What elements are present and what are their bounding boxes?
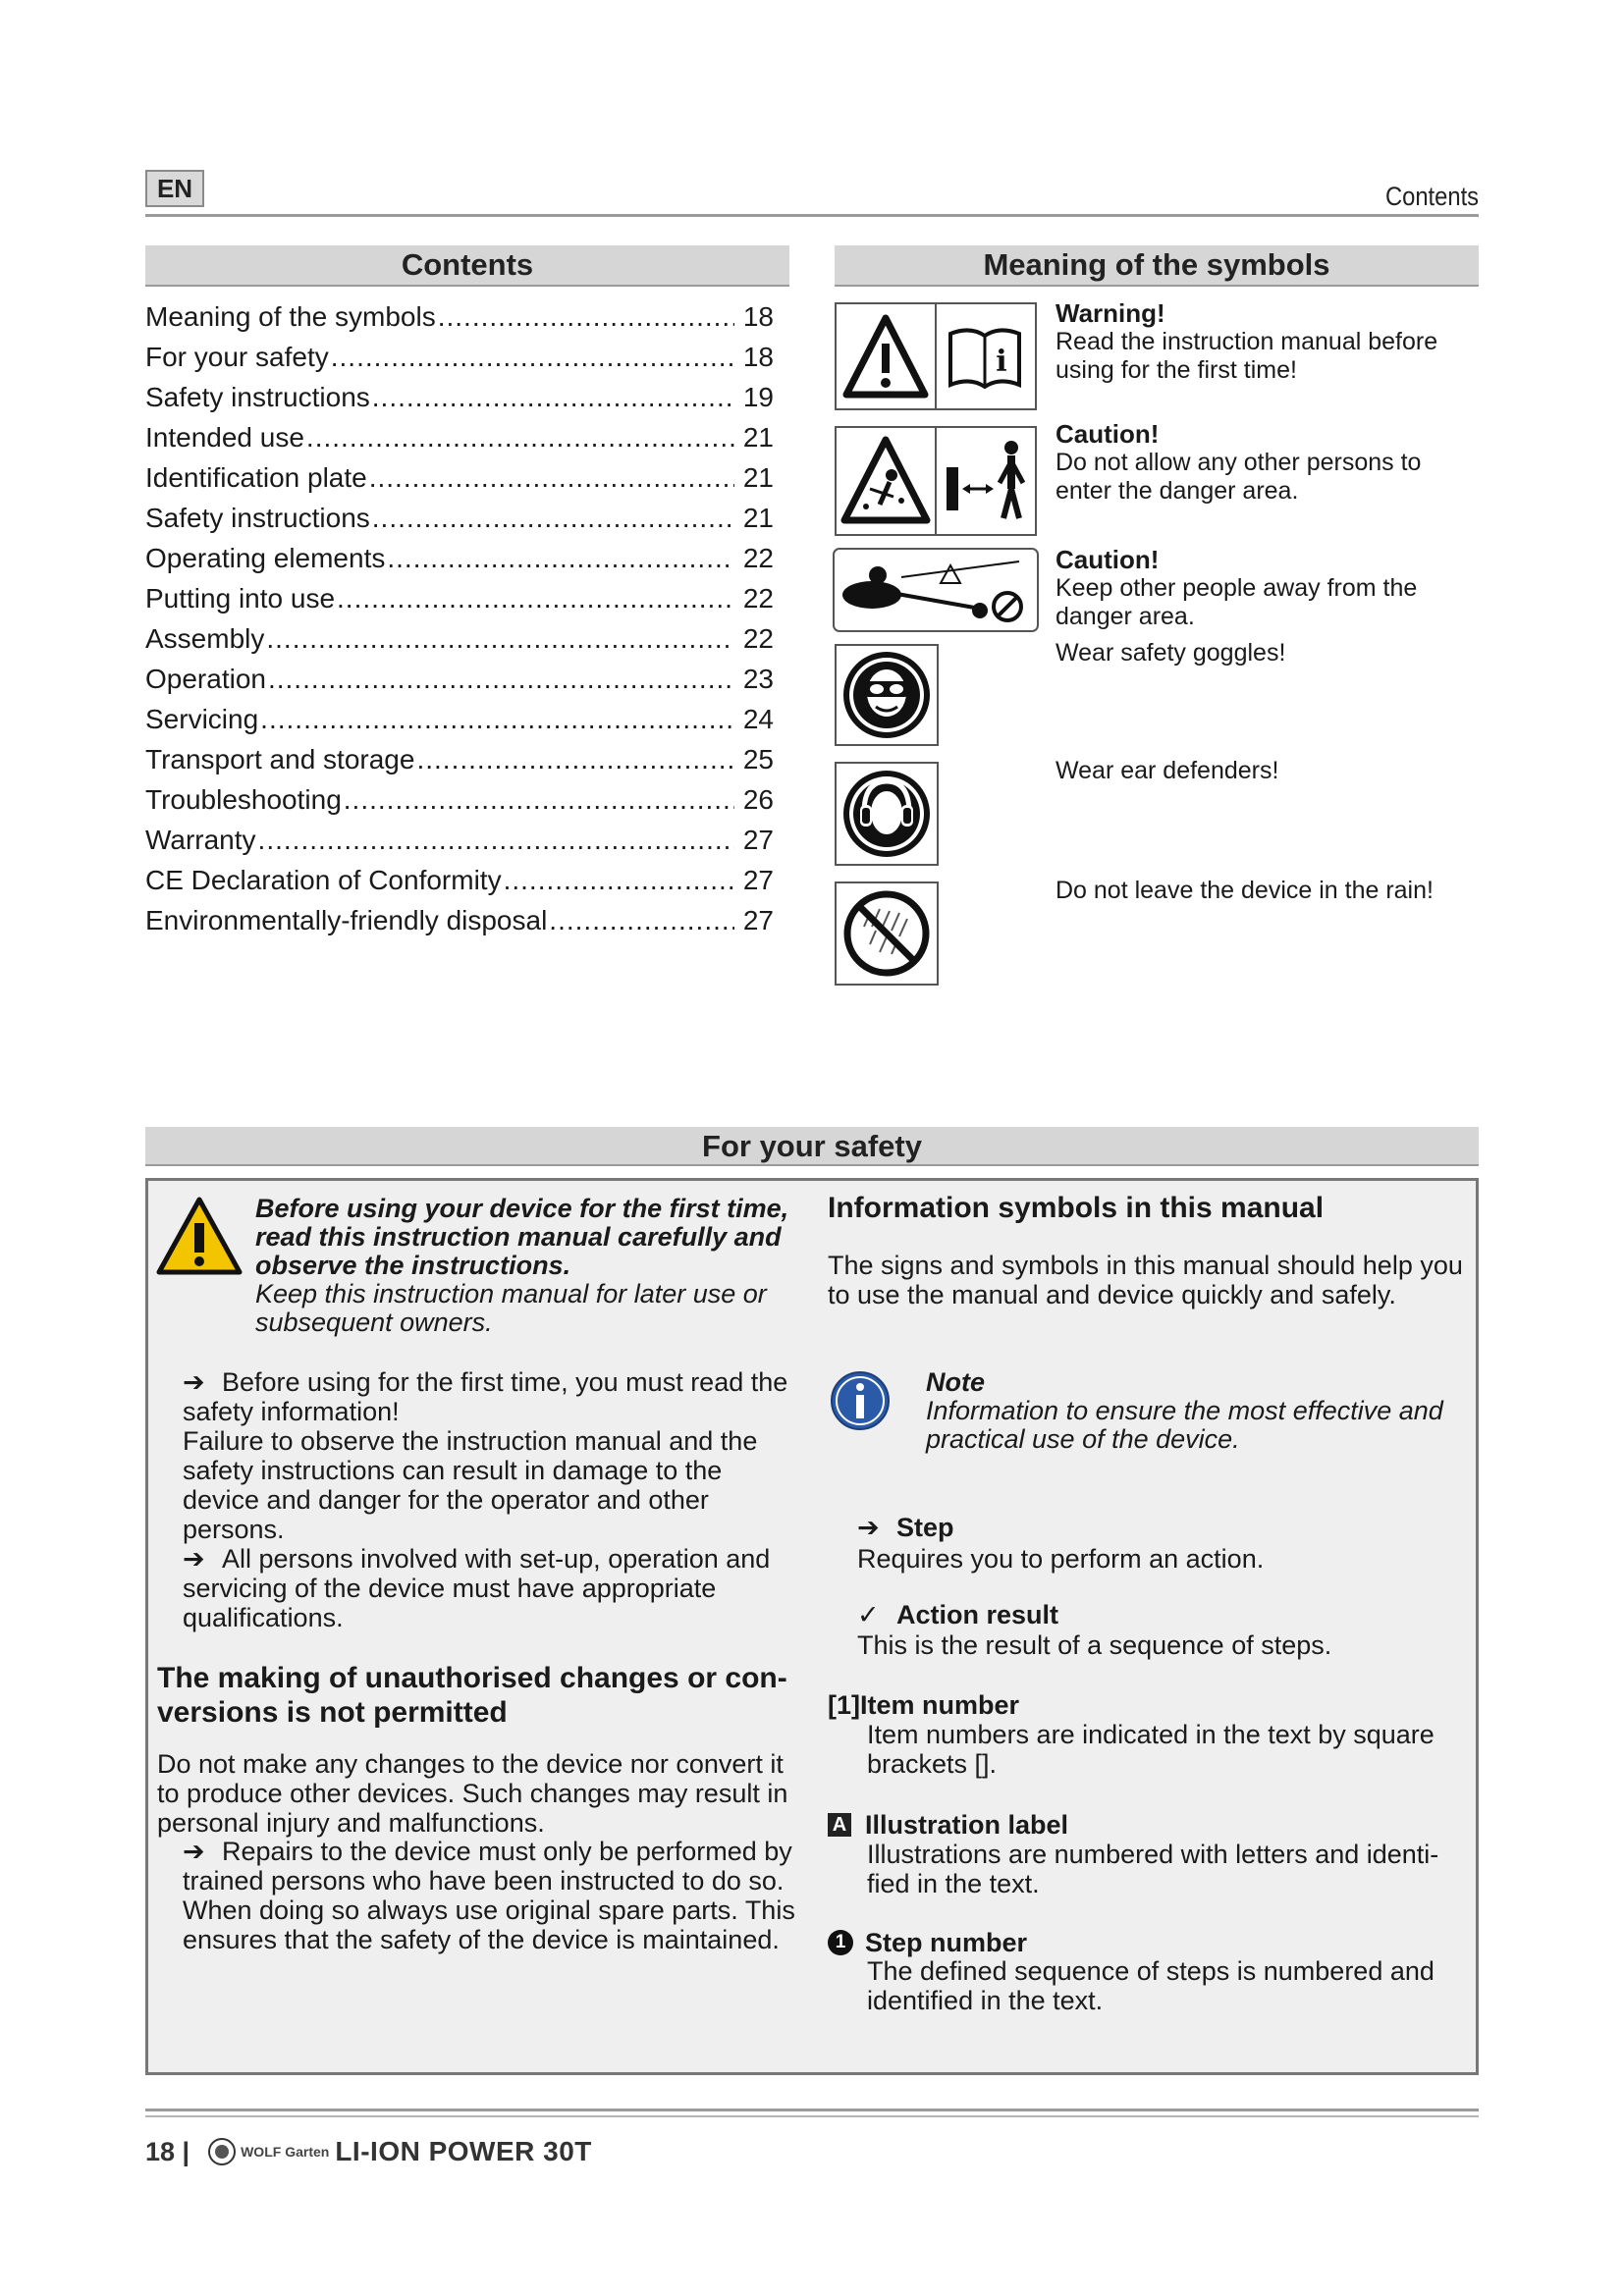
toc-entry-page: 27 [742, 865, 774, 895]
changes-heading: The making of unauthorised changes or con-versions is not permitted [157, 1662, 787, 1729]
safety-intro: Before using your device for the first time, read this instruction manual carefully and observe the instructions. Keep this instruction manual for later use or subsequent owners. [255, 1194, 789, 1337]
item-number-label: [1]Item number [828, 1690, 1020, 1720]
toc-leader-dots [549, 900, 734, 940]
toc-entry-title: Safety instructions [145, 382, 370, 412]
step-number-row: 1 Step number [828, 1928, 1027, 1957]
prohibition-person-icon [994, 593, 1021, 620]
step-legend-text: Requires you to perform an action. [857, 1544, 1265, 1574]
toc-leader-dots [260, 699, 734, 739]
step-number-text: The defined sequence of steps is numbered and identified in the text. [867, 1956, 1435, 2015]
toc-entry [145, 618, 774, 659]
toc-leader-dots [266, 618, 734, 659]
action-result-label: ✓ Action result [857, 1600, 1059, 1629]
toc-leader-dots [306, 417, 734, 457]
toc-entry [145, 457, 774, 498]
brand-emblem-icon [207, 2137, 237, 2166]
toc-entry-title: Transport and storage [145, 744, 415, 774]
symbol-ear-desc: Wear ear defenders! [1056, 757, 1279, 784]
keep-people-away-symbol [833, 548, 1039, 632]
step-number-marker: 1 [828, 1930, 853, 1955]
toc-leader-dots [416, 739, 734, 779]
toc-entry-title: Meaning of the symbols [145, 301, 436, 332]
warning-triangle-icon [155, 1194, 244, 1278]
toc-entry-title: Intended use [145, 422, 304, 453]
toc-leader-dots [438, 296, 734, 337]
toc-leader-dots [337, 578, 734, 618]
toc-entry-title: CE Declaration of Conformity [145, 865, 502, 895]
header-divider [145, 214, 1479, 217]
toc-entry-title: For your safety [145, 342, 329, 372]
toc-entry-page: 19 [742, 382, 774, 412]
safety-step-read-info: ➔ Before using for the first time, you must read the safety information! [183, 1367, 788, 1426]
toc-entry [145, 498, 774, 538]
info-symbols-heading: Information symbols in this manual [828, 1192, 1325, 1224]
toc-leader-dots [268, 659, 734, 699]
header-section-label: Contents [1384, 182, 1479, 211]
toc-entry-title: Operation [145, 664, 266, 694]
toc-entry-page: 21 [742, 462, 774, 493]
toc-leader-dots [258, 820, 734, 860]
flying-debris-warning-icon [844, 440, 927, 520]
illustration-label-row: A Illustration label [828, 1810, 1068, 1840]
toc-entry-title: Putting into use [145, 583, 336, 614]
symbol-danger-area-desc: Caution! Do not allow any other persons to enter the danger area. [1056, 419, 1422, 505]
toc-entry-page: 24 [742, 704, 774, 734]
symbol-goggles-desc: Wear safety goggles! [1056, 639, 1286, 667]
symbol-rain-desc: Do not leave the device in the rain! [1056, 877, 1434, 904]
model-name: LI-ION POWER 30T [335, 2136, 592, 2166]
toc-leader-dots [369, 457, 734, 498]
manual-book-icon [950, 330, 1019, 387]
page-number: 18 | [145, 2136, 190, 2166]
toc-entry-page: 22 [742, 623, 774, 654]
toc-entry [145, 699, 774, 739]
toc-entry-title: Environmentally-friendly disposal [145, 905, 548, 935]
brand-logo: WOLF Garten [207, 2137, 329, 2166]
safety-heading: For your safety [145, 1127, 1479, 1166]
action-result-text: This is the result of a sequence of steps. [857, 1630, 1332, 1660]
toc-entry-page: 21 [742, 422, 774, 453]
toc-entry [145, 417, 774, 457]
no-rain-icon [837, 883, 937, 984]
page-footer [145, 2136, 592, 2167]
toc-entry-page: 21 [742, 503, 774, 533]
checkmark-icon: ✓ [857, 1600, 880, 1629]
toc-leader-dots [344, 779, 734, 820]
step-arrow-icon: ➔ [183, 1544, 205, 1574]
footer-divider-secondary [145, 2115, 1479, 2117]
toc-entry [145, 296, 774, 337]
contents-heading: Contents [145, 245, 789, 287]
warning-manual-symbol [835, 302, 1037, 410]
toc-entry-title: Servicing [145, 704, 259, 734]
toc-entry [145, 659, 774, 699]
toc-entry-page: 22 [742, 543, 774, 573]
toc-entry [145, 337, 774, 377]
step-arrow-icon: ➔ [183, 1367, 205, 1397]
toc-entry-title: Warranty [145, 825, 256, 855]
svg-text:i: i [996, 345, 1007, 379]
safety-step-read-info-detail: Failure to observe the instruction manual and the safety instructions can result in damage to the device and danger for the operator and other persons. [183, 1426, 758, 1544]
toc-entry-page: 22 [742, 583, 774, 614]
toc-entry [145, 377, 774, 417]
illustration-label-text: Illustrations are numbered with letters and identi-fied in the text. [867, 1840, 1439, 1898]
keep-distance-icon [947, 441, 1023, 518]
symbol-keep-away-desc: Caution! Keep other people away from the danger area. [1056, 545, 1418, 630]
illustration-marker: A [828, 1813, 851, 1837]
toc-entry [145, 900, 774, 940]
ear-defenders-icon [837, 764, 937, 864]
toc-entry-page: 25 [742, 744, 774, 774]
no-rain-symbol [835, 881, 939, 986]
toc-leader-dots [331, 337, 734, 377]
toc-entry-page: 23 [742, 664, 774, 694]
safety-step-repairs: ➔ Repairs to the device must only be performed by trained persons who have been instructed to do so. When doing so always use original spare parts. This ensures that the safety of the device is maintained. [183, 1837, 795, 1954]
step-legend-label: ➔ Step [857, 1513, 954, 1542]
toc-entry [145, 578, 774, 618]
safety-goggles-symbol [835, 644, 939, 746]
toc-leader-dots [372, 377, 734, 417]
toc-entry-page: 27 [742, 825, 774, 855]
toc-entry-page: 26 [742, 784, 774, 815]
toc-entry [145, 820, 774, 860]
info-icon [830, 1370, 891, 1431]
symbol-warning-desc: Warning! Read the instruction manual before using for the first time! [1056, 298, 1438, 384]
toc-entry [145, 739, 774, 779]
toc-entry-title: Identification plate [145, 462, 367, 493]
toc-entry [145, 860, 774, 900]
toc-leader-dots [504, 860, 734, 900]
changes-text: Do not make any changes to the device nor convert it to produce other devices. Such changes may result in personal injury and malfunctions. [157, 1749, 788, 1838]
table-of-contents [145, 296, 774, 940]
toc-entry [145, 779, 774, 820]
toc-entry-page: 27 [742, 905, 774, 935]
toc-entry [145, 538, 774, 578]
footer-divider [145, 2109, 1479, 2111]
toc-leader-dots [387, 538, 734, 578]
toc-entry-page: 18 [742, 301, 774, 332]
ear-defenders-symbol [835, 762, 939, 866]
info-symbols-text: The signs and symbols in this manual should help you to use the manual and device quickly and safely. [828, 1251, 1463, 1309]
toc-entry-title: Assembly [145, 623, 265, 654]
toc-entry-title: Safety instructions [145, 503, 370, 533]
toc-leader-dots [372, 498, 734, 538]
step-arrow-icon: ➔ [857, 1513, 880, 1542]
step-arrow-icon: ➔ [183, 1837, 205, 1866]
toc-entry-page: 18 [742, 342, 774, 372]
safety-goggles-icon [837, 646, 937, 744]
toc-entry-title: Troubleshooting [145, 784, 342, 815]
safety-step-qualifications: ➔ All persons involved with set-up, operation and servicing of the device must have appropriate qualifications. [183, 1544, 771, 1632]
note-block: Note Information to ensure the most effective and practical use of the device. [926, 1367, 1443, 1454]
item-number-text: Item numbers are indicated in the text by square brackets []. [867, 1720, 1435, 1779]
toc-entry-title: Operating elements [145, 543, 386, 573]
symbols-heading: Meaning of the symbols [835, 245, 1479, 287]
language-badge: EN [145, 170, 204, 207]
danger-area-symbol [835, 426, 1037, 536]
